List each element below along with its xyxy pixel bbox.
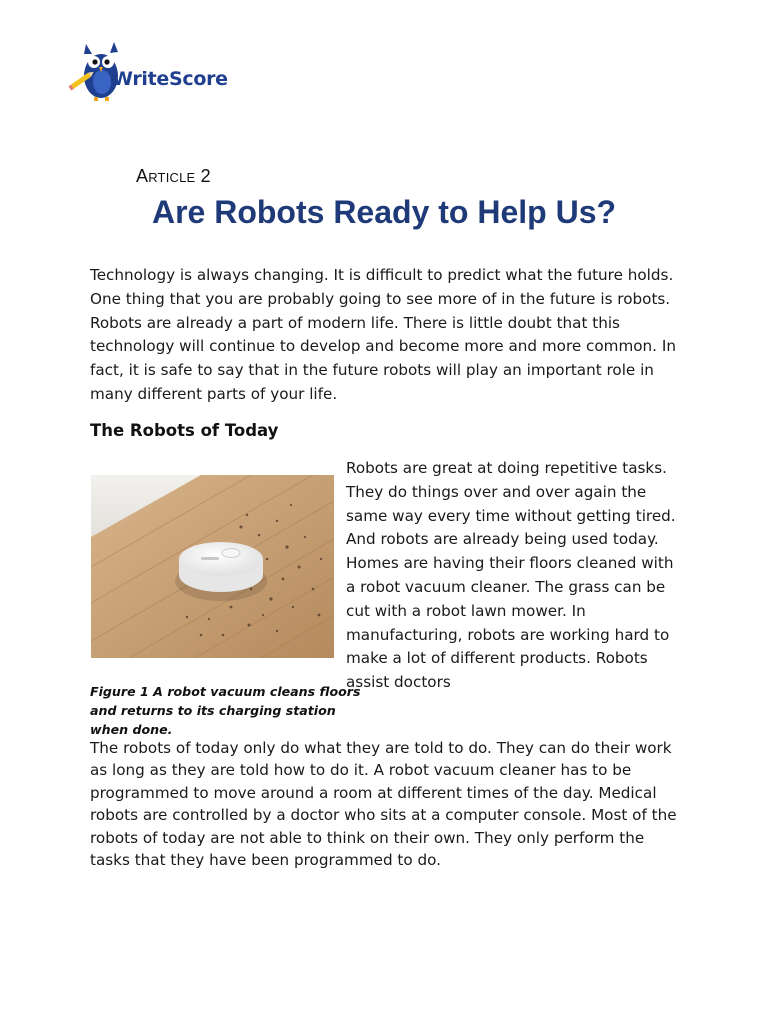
writescore-logo	[66, 38, 226, 110]
robot-vacuum-photo	[91, 475, 334, 658]
figure-caption: Figure 1 A robot vacuum cleans floors and returns to its charging station when done.	[90, 684, 361, 737]
article-label: Article 2	[136, 166, 211, 186]
section-heading: The Robots of Today	[90, 421, 279, 440]
brand-name: WriteScore	[112, 68, 228, 90]
side-paragraph: Robots are great at doing repetitive tasks. They do things over and over again the same way every time without getting tired. And robots are already being used today. Homes are having their floors cleaned with a robot vacuum cleaner. The grass can be cut with a robot lawn mower. In manufacturing, robots are working hard to make a lot of different products. Robots assist doctors	[346, 459, 676, 692]
intro-paragraph: Technology is always changing. It is difficult to predict what the future holds. One thing that you are probably going to see more of in the future is robots. Robots are already a part of modern life. There is little doubt that this technology will continue to develop and become more and more common. In fact, it is safe to say that in the future robots will play an important role in many different parts of your life.	[90, 266, 676, 403]
body-paragraph: The robots of today only do what they are told to do. They can do their work as long as they are told how to do it. A robot vacuum cleaner has to be programmed to move around a room at different times of the day. Medical robots are controlled by a doctor who sits at a computer console. Most of the robots of today are not able to think on their own. They only perform the tasks that they have been programmed to do.	[90, 739, 677, 870]
article-title: Are Robots Ready to Help Us?	[151, 194, 617, 230]
